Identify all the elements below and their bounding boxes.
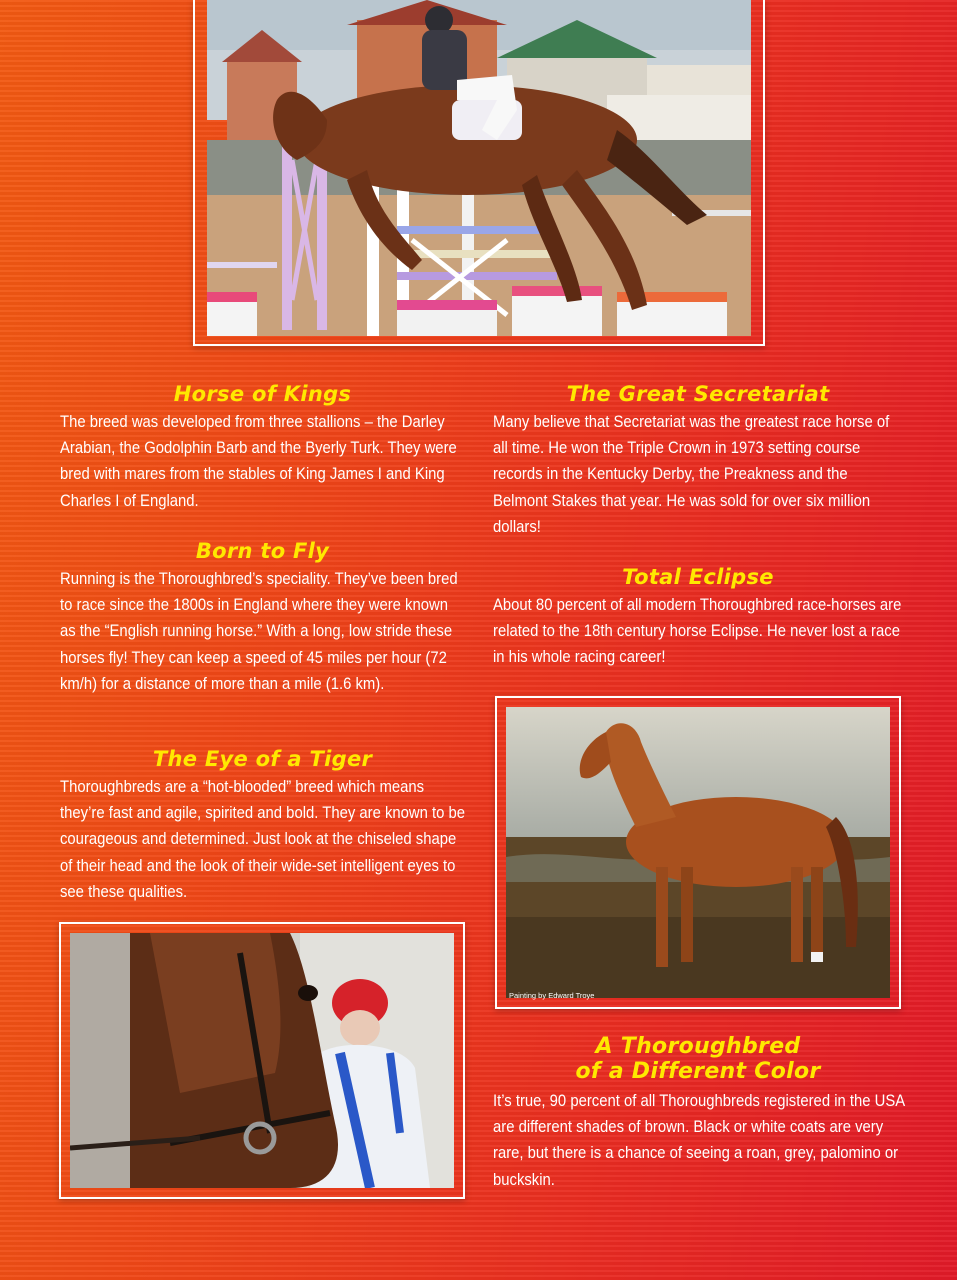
heading-different-color-line2: of a Different Color <box>575 1059 821 1084</box>
text-total-eclipse: About 80 percent of all modern Thoroughbred race-horses are related to the 18th century horse Eclipse. He never lost a race in his whole racing career! <box>493 596 902 667</box>
text-horse-of-kings: The breed was developed from three stallions – the Darley Arabian, the Godolphin Barb and the Byerly Turk. They were bred with mares from the stables of King James I and King Charles I of England. <box>60 413 457 510</box>
heading-total-eclipse: Total Eclipse <box>622 565 774 589</box>
heading-horse-of-kings: Horse of Kings <box>173 382 352 406</box>
painting-caption: Painting by Edward Troye <box>509 991 595 1000</box>
heading-different-color <box>493 1034 903 1084</box>
horse-head-photo-frame <box>59 922 465 1199</box>
text-secretariat: Many believe that Secretariat was the greatest race horse of all time. He won the Triple Crown in 1973 setting course records in the Kentucky Derby, the Preakness and the Belmont Stakes that year. He was sold for over six million dollars! <box>493 413 890 536</box>
horse-head-photo <box>70 933 454 1188</box>
heading-different-color-line1: A Thoroughbred <box>595 1034 801 1059</box>
text-eye-of-tiger: Thoroughbreds are a “hot-blooded” breed which means they’re fast and agile, spirited and bold. They are known to be courageous and determined. Just look at the chiseled shape of their head and the look of their wide-set intelligent eyes to see these qualities. <box>60 778 466 901</box>
heading-eye-of-tiger: The Eye of a Tiger <box>152 747 373 771</box>
heading-secretariat: The Great Secretariat <box>566 382 830 406</box>
eclipse-painting-frame <box>495 696 901 1009</box>
text-different-color: It’s true, 90 percent of all Thoroughbreds registered in the USA are different shades of brown. Black or white coats are very rare, but there is a chance of seeing a roan, grey, palomino or buckskin. <box>493 1092 905 1189</box>
show-jumping-photo <box>207 0 751 336</box>
text-born-to-fly: Running is the Thoroughbred’s speciality. They’ve been bred to race since the 1800s in England where they were known as the “English running horse.” With a long, low stride these horses fly! They can keep a speed of 45 miles per hour (72 km/h) for a distance of more than a mile (1.6 km). <box>60 570 458 693</box>
heading-born-to-fly: Born to Fly <box>195 539 330 563</box>
eclipse-painting <box>506 707 890 998</box>
show-jumping-photo-frame <box>193 0 765 346</box>
